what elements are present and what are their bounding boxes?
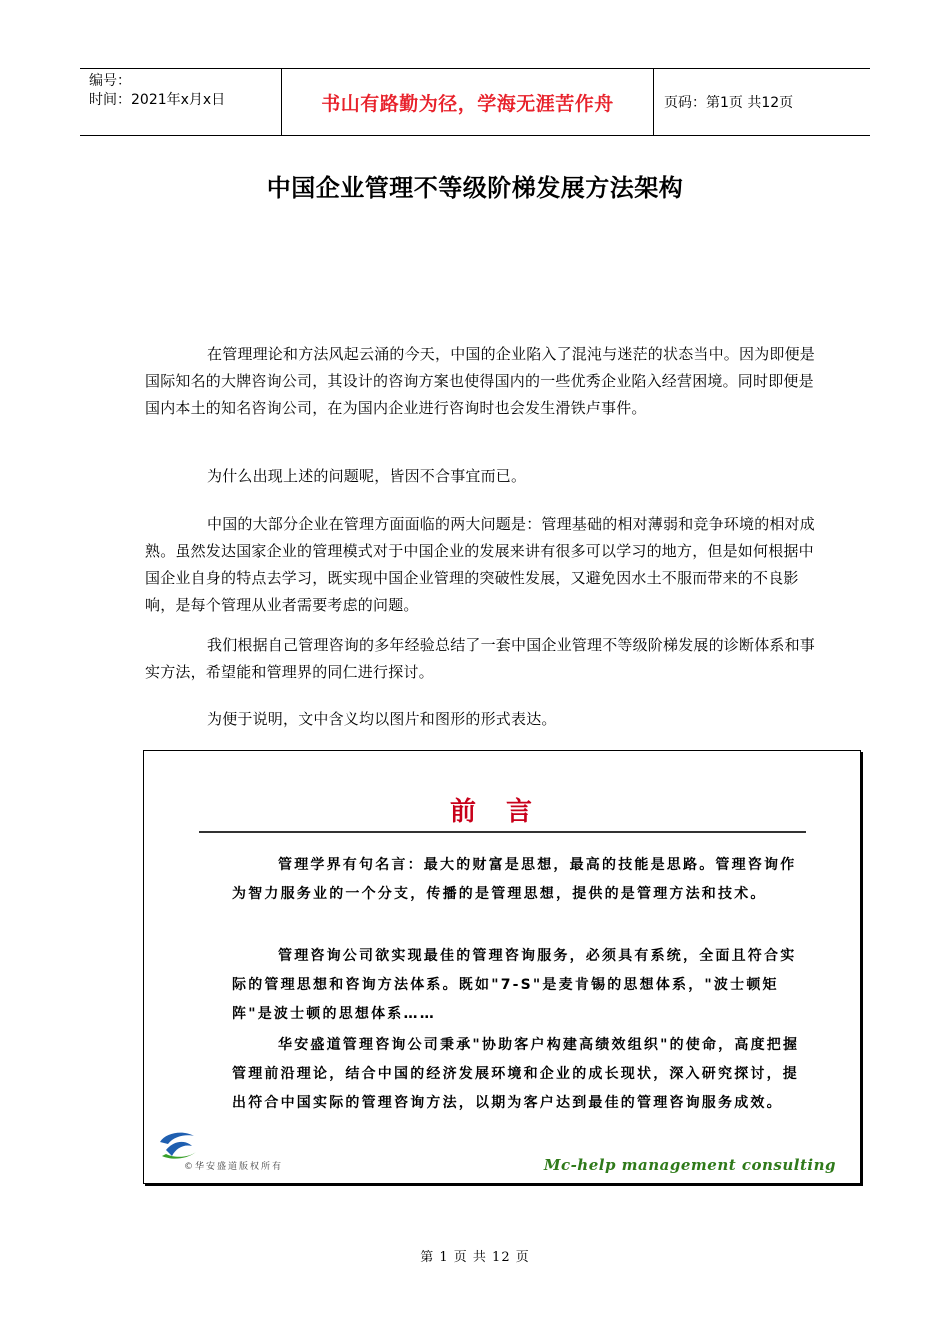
body-paragraph-3: 中国的大部分企业在管理方面面临的两大问题是：管理基础的相对薄弱和竞争环境的相对成熟。虽然发达国家企业的管理模式对于中国企业的发展来讲有很多可以学习的地方，但是如何根据中国企业自身的特点去学习，既实现中国企业管理的突破性发展，又避免因水土不服而带来的不良影响，是每个管理从业者需要考虑的问题。 <box>145 515 816 614</box>
header-page-cell <box>654 69 870 135</box>
body-paragraph-2: 为什么出现上述的问题呢，皆因不合事宜而已。 <box>207 467 527 485</box>
time-label: 时间：2021年x月x日 <box>89 92 226 108</box>
page-info: 页码：第1页 共12页 <box>664 95 794 111</box>
figure-divider <box>199 831 806 833</box>
motto: 书山有路勤为径，学海无涯苦作舟 <box>321 92 614 115</box>
number-label: 编号： <box>89 73 131 89</box>
header-motto-cell <box>282 69 654 135</box>
figure-copyright: ©华安盛道版权所有 <box>184 1162 284 1172</box>
preface-figure <box>143 750 861 1184</box>
body-paragraph-4: 我们根据自己管理咨询的多年经验总结了一套中国企业管理不等级阶梯发展的诊断体系和事实方法，希望能和管理界的同仁进行探讨。 <box>145 636 816 681</box>
document-title: 中国企业管理不等级阶梯发展方法架构 <box>266 174 684 202</box>
figure-paragraph-3: 华安盛道管理咨询公司秉承"协助客户构建高绩效组织"的使命，高度把握管理前沿理论，结合中国的经济发展环境和企业的成长现状，深入研究探讨，提出符合中国实际的管理咨询方法，以期为客户达到最佳的管理咨询服务成效。 <box>232 1037 800 1111</box>
figure-paragraph-1: 管理学界有句名言：最大的财富是思想，最高的技能是思路。管理咨询作为智力服务业的一个分支，传播的是管理思想，提供的是管理方法和技术。 <box>232 857 797 902</box>
figure-brand: Mc-help management consulting <box>543 1156 836 1174</box>
figure-paragraph-2: 管理咨询公司欲实现最佳的管理咨询服务，必须具有系统，全面且符合实际的管理思想和咨询方法体系。既如"7-S"是麦肯锡的思想体系，"波士顿矩阵"是波士顿的思想体系…… <box>232 948 797 1022</box>
figure-title: 前言 <box>449 797 562 827</box>
header-meta-cell <box>80 69 282 135</box>
header-table <box>80 68 870 136</box>
body-paragraph-1: 在管理理论和方法风起云涌的今天，中国的企业陷入了混沌与迷茫的状态当中。因为即便是国际知名的大牌咨询公司，其设计的咨询方案也使得国内的一些优秀企业陷入经营困境。同时即便是国内本土的知名咨询公司，在为国内企业进行咨询时也会发生滑铁卢事件。 <box>145 345 816 417</box>
body-paragraph-5: 为便于说明，文中含义均以图片和图形的形式表达。 <box>207 710 557 728</box>
mc-help-logo-icon <box>156 1128 200 1162</box>
page-footer: 第 1 页 共 12 页 <box>420 1250 530 1265</box>
